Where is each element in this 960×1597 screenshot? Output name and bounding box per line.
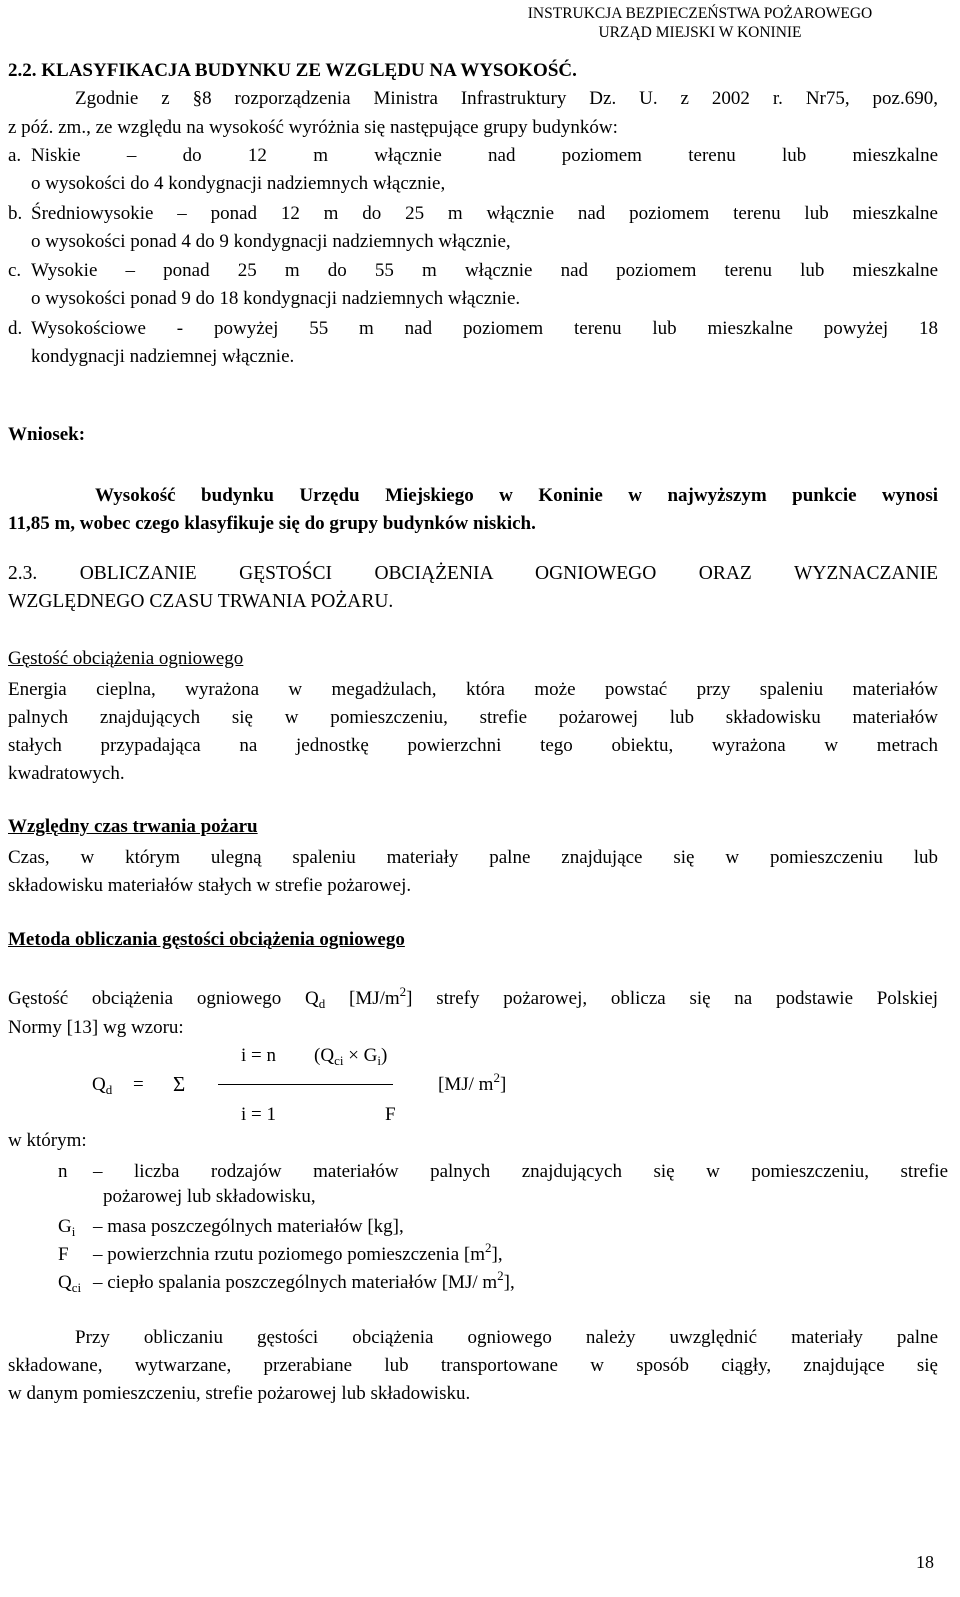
list-item-label: c. bbox=[8, 260, 22, 281]
definition-line: kwadratowych. bbox=[8, 763, 125, 784]
page-number: 18 bbox=[916, 1552, 934, 1572]
definition-line: palnych znajdujących się w pomieszczeniu, strefie pożarowej lub składowisku materiałów bbox=[8, 707, 938, 728]
section-heading-2-3-line-1: 2.3. OBLICZANIE GĘSTOŚCI OBCIĄŻENIA OGNIOWEGO ORAZ WYZNACZANIE bbox=[8, 563, 938, 584]
list-item-label: b. bbox=[8, 203, 23, 224]
list-item-line-2: o wysokości do 4 kondygnacji nadziemnych włącznie, bbox=[31, 173, 446, 194]
list-item bbox=[8, 200, 938, 256]
intro-line-2: z póź. zm., ze względu na wysokość wyróżnia się następujące grupy budynków: bbox=[8, 117, 618, 138]
final-paragraph-line: składowane, wytwarzane, przerabiane lub transportowane w sposób ciągły, znajdujące się bbox=[8, 1355, 938, 1376]
legend-symbol: n bbox=[58, 1161, 68, 1182]
legend-description-continued: pożarowej lub składowisku, bbox=[103, 1186, 316, 1207]
where-label: w którym: bbox=[8, 1130, 87, 1151]
formula-lhs: $Q_d$ bbox=[92, 1074, 113, 1097]
legend-description: – liczba rodzajów materiałów palnych znajdujących się w pomieszczeniu, strefie bbox=[93, 1161, 948, 1182]
list-item-line-1: Wysokie – ponad 25 m do 55 m włącznie nad poziomem terenu lub mieszkalne bbox=[31, 260, 938, 281]
section-heading-2-2: 2.2. KLASYFIKACJA BUDYNKU ZE WZGLĘDU NA WYSOKOŚĆ. bbox=[8, 60, 577, 81]
final-paragraph-line: Przy obliczaniu gęstości obciążenia ogniowego należy uwzględnić materiały palne bbox=[75, 1327, 938, 1348]
list-item-line-1: Niskie – do 12 m włącznie nad poziomem terenu lub mieszkalne bbox=[31, 145, 938, 166]
definition-line: Czas, w którym ulegną spaleniu materiały palne znajdujące się w pomieszczeniu lub bbox=[8, 847, 938, 868]
definition-line: stałych przypadająca na jednostkę powierzchni tego obiektu, wyrażona w metrach bbox=[8, 735, 938, 756]
final-paragraph-line: w danym pomieszczeniu, strefie pożarowej lub składowisku. bbox=[8, 1383, 471, 1404]
running-header bbox=[480, 4, 920, 42]
legend-description: – powierzchnia rzutu poziomego pomieszczenia $[m^2]$, bbox=[93, 1240, 503, 1265]
list-item-line-2: o wysokości ponad 9 do 18 kondygnacji nadziemnych włącznie. bbox=[31, 288, 521, 309]
legend-description: – masa poszczególnych materiałów [kg], bbox=[93, 1216, 404, 1237]
definition-title-fire-load: Gęstość obciążenia ogniowego bbox=[8, 648, 244, 669]
legend-symbol: $Q_{ci}$ bbox=[58, 1272, 82, 1295]
conclusion-line-1: Wysokość budynku Urzędu Miejskiego w Koninie w najwyższym punkcie wynosi bbox=[95, 485, 938, 506]
formula-lower-index: i = 1 bbox=[241, 1104, 276, 1125]
intro-line-1: Zgodnie z §8 rozporządzenia Ministra Infrastruktury Dz. U. z 2002 r. Nr75, poz.690, bbox=[75, 88, 938, 109]
method-line-1: Gęstość obciążenia ogniowego $Q_d$ $[MJ/m^2]$ strefy pożarowej, oblicza się na podstawie Polskiej bbox=[8, 984, 938, 1011]
list-item-line-1: Wysokościowe - powyżej 55 m nad poziomem terenu lub mieszkalne powyżej 18 bbox=[31, 318, 938, 339]
list-item-line-1: Średniowysokie – ponad 12 m do 25 m włącznie nad poziomem terenu lub mieszkalne bbox=[31, 203, 938, 224]
formula-unit: [MJ/ $m^2$] bbox=[438, 1070, 507, 1095]
sigma-symbol: Σ bbox=[173, 1072, 186, 1096]
list-item bbox=[8, 315, 938, 371]
definition-line: Energia cieplna, wyrażona w megadżulach, która może powstać przy spaleniu materiałów bbox=[8, 679, 938, 700]
conclusion-label: Wniosek: bbox=[8, 424, 86, 445]
list-item bbox=[8, 142, 938, 198]
list-item-label: a. bbox=[8, 145, 22, 166]
method-title: Metoda obliczania gęstości obciążenia ogniowego bbox=[8, 929, 405, 950]
list-item bbox=[8, 257, 938, 313]
list-item-line-2: o wysokości ponad 4 do 9 kondygnacji nadziemnych włącznie, bbox=[31, 231, 511, 252]
legend-description: – ciepło spalania poszczególnych materiałów [MJ/ $m^2$], bbox=[93, 1268, 515, 1293]
header-line-2: URZĄD MIEJSKI W KONINIE bbox=[598, 24, 802, 41]
definition-title-fire-duration: Względny czas trwania pożaru bbox=[8, 816, 258, 837]
fraction-bar bbox=[218, 1084, 393, 1085]
list-item-label: d. bbox=[8, 318, 23, 339]
section-heading-2-3-line-2: WZGLĘDNEGO CZASU TRWANIA POŻARU. bbox=[8, 591, 394, 612]
conclusion-line-2: 11,85 m, wobec czego klasyfikuje się do grupy budynków niskich. bbox=[8, 513, 536, 534]
formula-denominator: F bbox=[385, 1104, 396, 1125]
legend-symbol: $G_i$ bbox=[58, 1216, 76, 1239]
legend-symbol: F bbox=[58, 1244, 69, 1265]
formula-numerator: $(Q_{ci} \times G_i)$ bbox=[314, 1045, 388, 1068]
formula-equals: = bbox=[133, 1074, 144, 1095]
method-line-2: Normy [13] wg wzoru: bbox=[8, 1017, 184, 1038]
definition-line: składowisku materiałów stałych w strefie pożarowej. bbox=[8, 875, 412, 896]
formula-upper-index: i = n bbox=[241, 1045, 276, 1066]
list-item-line-2: kondygnacji nadziemnej włącznie. bbox=[31, 346, 295, 367]
header-line-1: INSTRUKCJA BEZPIECZEŃSTWA POŻAROWEGO bbox=[527, 5, 873, 22]
